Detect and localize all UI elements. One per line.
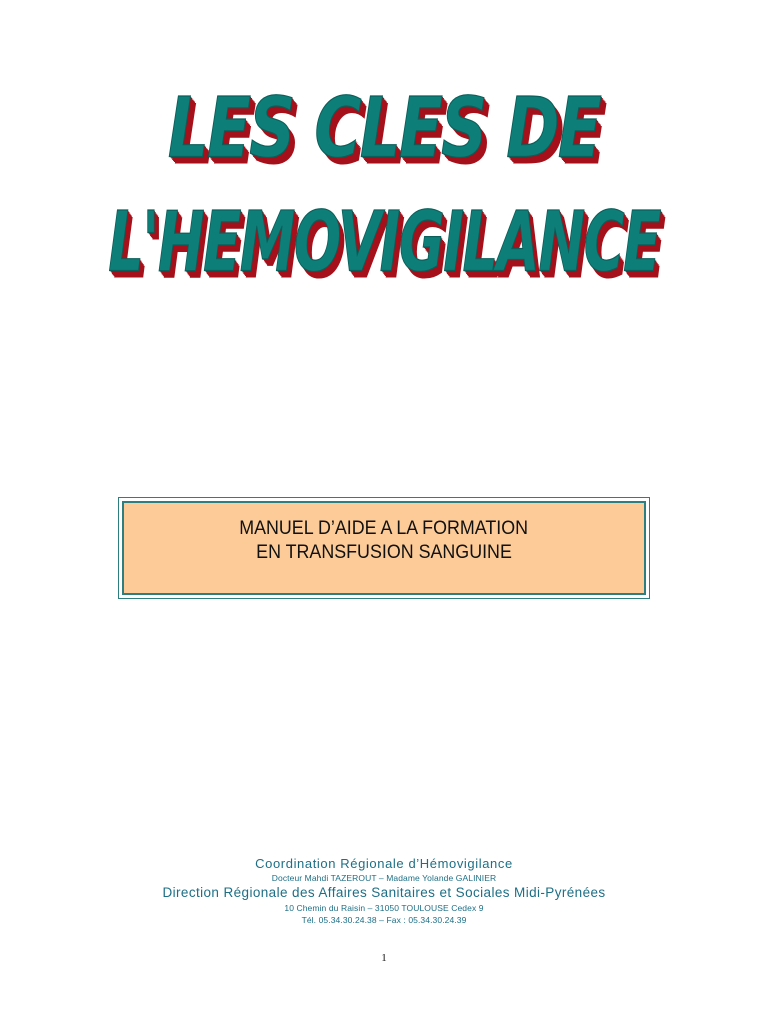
footer-direction: Direction Régionale des Affaires Sanitaires et Sociales Midi-Pyrénées bbox=[162, 885, 606, 900]
footer-organization: Coordination Régionale d’Hémovigilance bbox=[255, 856, 513, 871]
title-line-1: LES CLES DE bbox=[167, 79, 601, 177]
footer-authors: Docteur Mahdi TAZEROUT – Madame Yolande GALINIER bbox=[271, 873, 497, 883]
subtitle-line-1: MANUEL D’AIDE A LA FORMATION bbox=[239, 518, 529, 539]
footer-contact: Tél. 05.34.30.24.38 – Fax : 05.34.30.24.39 bbox=[301, 915, 467, 925]
footer bbox=[0, 856, 768, 926]
subtitle-line-2: EN TRANSFUSION SANGUINE bbox=[256, 542, 512, 563]
subtitle-box-inner bbox=[122, 501, 646, 595]
title-line-2: L'HEMOVIGILANCE bbox=[108, 193, 660, 291]
subtitle-box bbox=[118, 497, 650, 599]
page-number: 1 bbox=[381, 952, 387, 964]
footer-address: 10 Chemin du Raisin – 31050 TOULOUSE Cedex 9 bbox=[284, 903, 484, 913]
